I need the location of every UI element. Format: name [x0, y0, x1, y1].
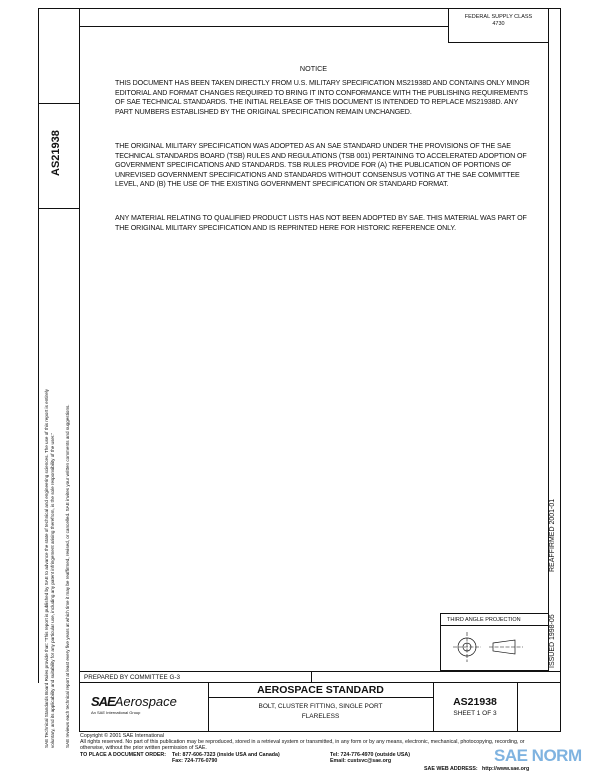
projection-label: THIRD ANGLE PROJECTION — [441, 614, 548, 626]
frame-left — [38, 8, 39, 683]
frame-right — [560, 8, 561, 732]
header-line — [79, 26, 448, 27]
projection-box — [440, 613, 549, 671]
logo-tagline: An SAE International Group — [91, 710, 141, 715]
notice-paragraph: THE ORIGINAL MILITARY SPECIFICATION WAS ADOPTED AS AN SAE STANDARD UNDER THE PROVISIONS OF THE SAE TECHNICAL STANDARDS BOARD (TSB) RULES AND REGULATIONS (TSB 001) PERTAINING TO ACCELERATED ADOPTION OF GOVERNMENT SPECIFICATIONS AND STANDARDS. TSB RULES PROVIDE FOR (A) THE PUBLICATION OF PORTIONS OF UNREVISED GOVERNMENT SPECIFICATIONS AND STANDARDS WITHOUT CONSENSUS VOTING AT THE SAE COMMITTEE LEVEL, AND (B) THE USE OF THE EXISTING GOVERNMENT SPECIFICATION OR STANDARD FORMAT. — [115, 142, 527, 189]
order-label: TO PLACE A DOCUMENT ORDER: — [80, 752, 167, 758]
reaffirmed-date: REAFFIRMED 2001-01 — [549, 498, 556, 572]
logo-sae: SAE — [91, 694, 115, 709]
notice-title: NOTICE — [299, 64, 328, 73]
document-title — [208, 702, 433, 722]
fax: Fax: 724-776-0790 — [172, 758, 218, 764]
logo-aerospace: Aerospace — [114, 694, 177, 709]
rights-text: All rights reserved. No part of this publication may be reproduced, stored in a retrieval system or transmitted, in any form or by any means, electronic, mechanical, photocopying, recording, or — [80, 739, 525, 745]
title-line-1: BOLT, CLUSTER FITTING, SINGLE PORT — [258, 703, 383, 710]
web-label: SAE WEB ADDRESS: — [424, 766, 478, 772]
web-address[interactable]: http://www.sae.org — [482, 766, 530, 772]
tel-outside: Tel: 724-776-4970 (outside USA) — [330, 752, 410, 758]
third-angle-projection-icon — [441, 626, 548, 670]
title-block — [79, 683, 561, 732]
supply-class-value: 4730 — [492, 21, 505, 27]
title-doc-number: AS21938 — [453, 696, 497, 708]
side-divider — [38, 103, 79, 104]
supply-class-label: FEDERAL SUPPLY CLASS — [464, 14, 533, 20]
sheet-number: SHEET 1 OF 3 — [453, 710, 497, 717]
rules-text-1: SAE Technical Standards Board Rules provide that: "This report is published by SAE to advance the state of technical and engineering sciences. The use of this report is entirely — [44, 389, 49, 748]
rules-text-3: SAE reviews each technical report at least every five years at which time it may be reaffirmed, revised, or cancelled. SAE invites your written comments and suggestions. — [65, 404, 70, 748]
frame-inner-left — [79, 8, 80, 732]
side-doc-number: AS21938 — [50, 130, 62, 176]
rules-text-2: voluntary, and its applicability and suitability for any particular use, including any patent infringement arising therefrom, is the sole responsibility of the user." — [50, 432, 55, 748]
prepared-divider — [311, 672, 312, 683]
standard-type: AEROSPACE STANDARD — [257, 684, 384, 696]
divider — [208, 697, 433, 698]
side-rules-text — [44, 188, 71, 748]
title-line-2: FLARELESS — [301, 713, 340, 720]
rights-text-2: otherwise, without the prior written permission of SAE. — [80, 745, 207, 751]
supply-class-box — [448, 8, 548, 43]
issued-date: ISSUED 1998-05 — [549, 614, 556, 668]
tel-inside: Tel: 877-606-7323 (inside USA and Canada) — [172, 752, 280, 758]
prepared-row — [79, 671, 561, 683]
email: Email: custsvc@sae.org — [330, 758, 392, 764]
prepared-by: PREPARED BY COMMITTEE G-3 — [84, 674, 180, 681]
watermark: SAE NORM — [494, 746, 582, 765]
sae-aerospace-logo — [91, 693, 177, 715]
divider — [517, 683, 518, 731]
notice-paragraph: THIS DOCUMENT HAS BEEN TAKEN DIRECTLY FROM U.S. MILITARY SPECIFICATION MS21938D AND CONTAINS ONLY MINOR EDITORIAL AND FORMAT CHANGES REQUIRED TO BRING IT INTO CONFORMANCE WITH THE PUBLISHING REQUIREMENTS OF SAE TECHNICAL STANDARDS. THE INITIAL RELEASE OF THIS DOCUMENT IS INTENDED TO REPLACE MS21938D. ANY PART NUMBERS ESTABLISHED BY THE ORIGINAL SPECIFICATION REMAIN UNCHANGED. — [115, 79, 530, 116]
notice-paragraph: ANY MATERIAL RELATING TO QUALIFIED PRODUCT LISTS HAS NOT BEEN ADOPTED BY SAE. THIS MATERIAL WAS PART OF THE ORIGINAL MILITARY SPECIFICATION AND IS REPRINTED HERE FOR HISTORIC REFERENCE ONLY. — [115, 214, 527, 232]
copyright: Copyright © 2001 SAE International — [80, 733, 164, 739]
